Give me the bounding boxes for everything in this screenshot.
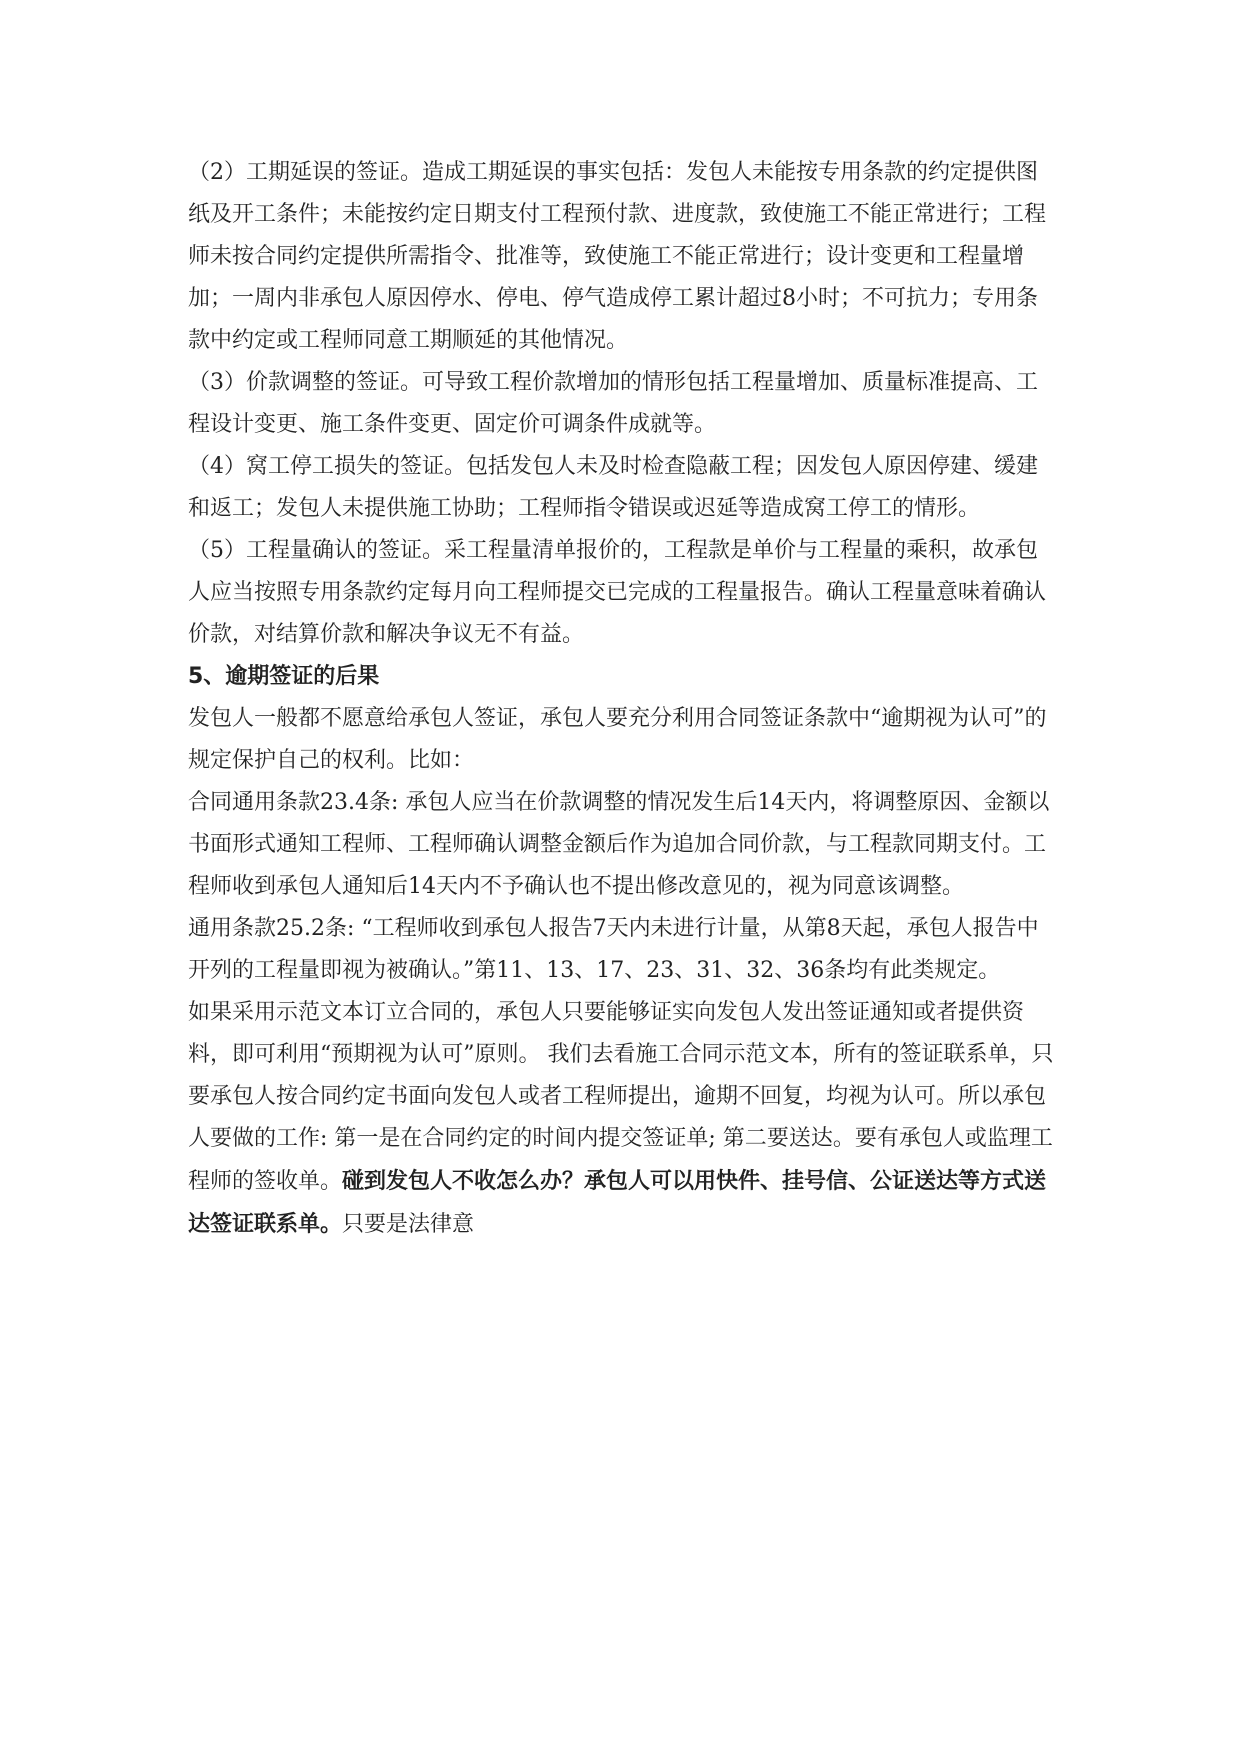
paragraph-model-text-part1: 如果采用示范文本订立合同的，承包人只要能够证实向发包人发出签证通知或者提供资料，即可利用“预期视为认可”原则。 我们去看施工合同示范文本，所有的签证联系单，只要承包人按合同约定书面向发包人或者工程师提出，逾期不回复，均视为认可。所以承包人要做的工作: 第一是在合同约定的时间内提交签证单; 第二要送达。要有承包人或监理工程师的签收单。	[188, 1000, 1054, 1194]
paragraph-clause-23-4: 合同通用条款23.4条: 承包人应当在价款调整的情况发生后14天内，将调整原因、金额以书面形式通知工程师、工程师确认调整金额后作为追加合同价款，与工程款同期支付。工程师收到承包人通知后14天内不予确认也不提出修改意见的，视为同意该调整。	[188, 790, 1050, 899]
paragraph-clause-25-2: 通用条款25.2条: “工程师收到承包人报告7天内未进行计量，从第8天起，承包人报告中开列的工程量即视为被确认。”第11、13、17、23、31、32、36条均有此类规定。	[188, 916, 1039, 983]
paragraph-schedule-delay: （2）工期延误的签证。造成工期延误的事实包括：发包人未能按专用条款的约定提供图纸及开工条件；未能按约定日期支付工程预付款、进度款，致使施工不能正常进行；工程师未按合同约定提供所需指令、批准等，致使施工不能正常进行；设计变更和工程量增加；一周内非承包人原因停水、停电、停气造成停工累计超过8小时；不可抗力；专用条款中约定或工程师同意工期顺延的其他情况。	[188, 160, 1047, 353]
paragraph-quantity-confirmation: （5）工程量确认的签证。采工程量清单报价的，工程款是单价与工程量的乘积，故承包人应当按照专用条款约定每月向工程师提交已完成的工程量报告。确认工程量意味着确认价款，对结算价款和解决争议无不有益。	[188, 538, 1047, 647]
paragraph-idle-loss: （4）窝工停工损失的签证。包括发包人未及时检查隐蔽工程；因发包人原因停建、缓建和返工；发包人未提供施工协助；工程师指令错误或迟延等造成窝工停工的情形。	[188, 454, 1038, 521]
paragraph-model-text	[188, 992, 1054, 1246]
paragraph-price-adjustment: （3）价款调整的签证。可导致工程价款增加的情形包括工程量增加、质量标准提高、工程设计变更、施工条件变更、固定价可调条件成就等。	[188, 370, 1038, 437]
document-page	[188, 152, 1054, 1246]
section-heading: 5、逾期签证的后果	[188, 664, 380, 689]
paragraph-model-text-bold: 碰到发包人不收怎么办？承包人可以用快件、挂号信、公证送达等方式送达签证联系单。	[188, 1168, 1047, 1237]
paragraph-model-text-part2: 只要是法律意	[342, 1212, 475, 1237]
paragraph-overdue-intro: 发包人一般都不愿意给承包人签证，承包人要充分利用合同签证条款中“逾期视为认可”的规定保护自己的权利。比如：	[188, 706, 1047, 773]
